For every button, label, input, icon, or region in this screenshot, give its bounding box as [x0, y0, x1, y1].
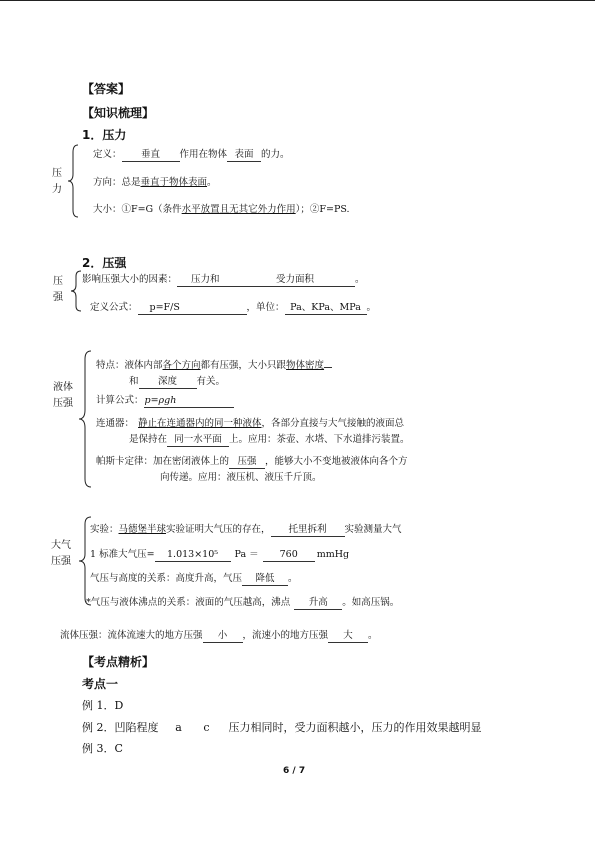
- fluid-pressure: 流体压强：流体流速大的地方压强 小 ，流速小的地方压强 大 。: [60, 630, 378, 641]
- pressure-brace: [66, 144, 80, 218]
- liquid-feature-2: 和 深度 有关。: [129, 376, 226, 387]
- pressure-definition: 定义： 垂直 作用在物体 表面 的力。: [93, 149, 290, 160]
- atmos-experiment: 实验：马德堡半球实验证明大气压的存在， 托里拆利 实验测量大气: [90, 524, 402, 535]
- knowledge-heading: 【知识梳理】: [82, 106, 155, 120]
- liquid-calc-formula: 计算公式：p=ρgh: [96, 392, 234, 408]
- answer-heading: 【答案】: [82, 82, 131, 96]
- pressure-formula: 定义公式： p=F/S ，单位： Pa、KPa、MPa 。: [90, 302, 377, 313]
- atmos-boiling: *气压与液体沸点的关系：液面的气压越高，沸点 升高 。如高压锅。: [86, 597, 400, 608]
- liquid-connector: 连通器： 静止在连通器内的同一种液体，各部分直接与大气接触的液面总: [96, 418, 405, 429]
- atmos-altitude: 气压与高度的关系：高度升高，气压 降低 。: [90, 573, 298, 584]
- example-2: 例 2．凹陷程度 a c 压力相同时，受力面积越小，压力的作用效果越明显: [82, 721, 482, 734]
- key-point-1: 考点一: [82, 677, 119, 691]
- example-3: 例 3．C: [82, 742, 123, 755]
- liquid-connector-2: 是保持在 同一水平面 上。应用：茶壶、水塔、下水道排污装置。: [129, 434, 410, 445]
- pressure-intensity-title: 2．压强: [82, 256, 127, 270]
- liquid-side-label: 液体 压强: [53, 382, 73, 409]
- liquid-feature: 特点：液体内部各个方向都有压强，大小只跟物体密度: [96, 357, 332, 371]
- pressure-side-label: 压 力: [52, 168, 62, 195]
- example-1: 例 1．D: [82, 699, 124, 712]
- liquid-pascal: 帕斯卡定律：加在密闭液体上的 压强 ，能够大小不变地被液体向各个方: [96, 456, 408, 467]
- liquid-pascal-2: 向传递。应用：液压机、液压千斤顶。: [160, 472, 322, 483]
- pressure-title: 1．压力: [82, 128, 127, 142]
- pressure-intensity-brace: [70, 270, 82, 312]
- page-number: 6 / 7: [283, 766, 306, 776]
- atmos-side-label: 大气 压强: [51, 540, 71, 567]
- analysis-heading: 【考点精析】: [82, 655, 155, 669]
- liquid-brace: [78, 350, 92, 488]
- top-rule: [0, 0, 595, 1]
- pressure-direction: 方向：总是垂直于物体表面。: [93, 177, 217, 188]
- pressure-intensity-side-label: 压 强: [53, 276, 63, 303]
- atmos-standard: 1 标准大气压= 1.013×10⁵ Pa ＝ 760 mmHg: [90, 549, 350, 560]
- pressure-magnitude: 大小：①F=G（条件水平放置且无其它外力作用）；②F=PS.: [93, 204, 350, 215]
- pressure-factors: 影响压强大小的因素： 压力和 受力面积 。: [82, 274, 365, 285]
